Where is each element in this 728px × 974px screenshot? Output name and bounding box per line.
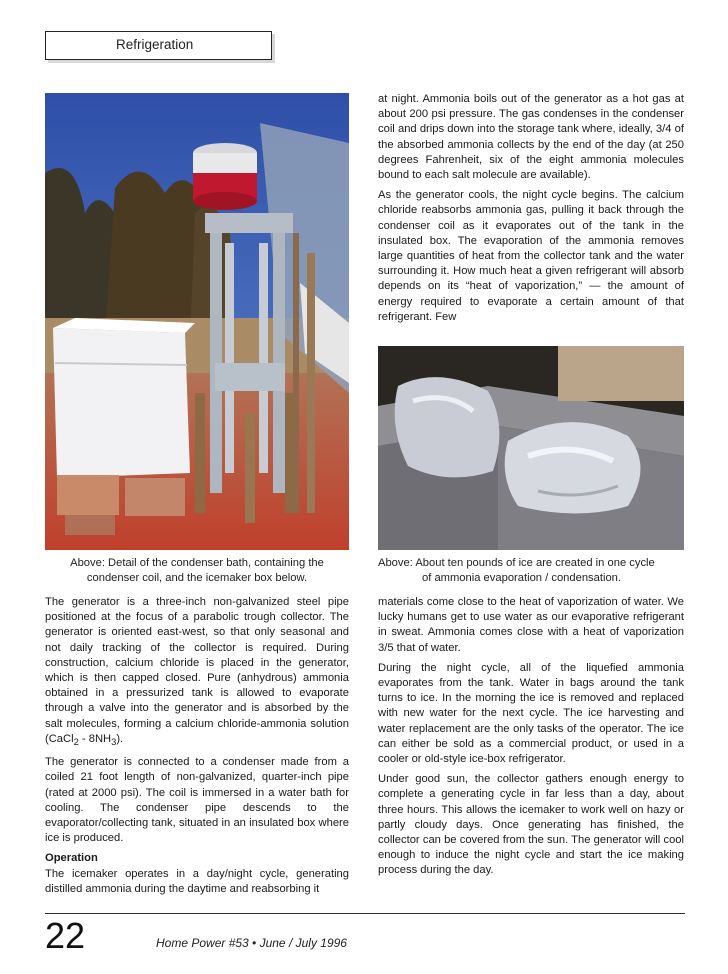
ice-bags-photo (378, 346, 684, 550)
section-heading-operation: Operation (45, 852, 98, 865)
paragraph: at night. Ammonia boils out of the generator as a hot gas at about 200 psi pressure. The gas condenses in the condenser coil and drips down into the storage tank where, ideally, 3/4 of the absorbed ammonia collects by the end of the day (at 250 degrees Fahrenheit, six of the eight ammonia molecules bound to each salt molecule are available). (378, 93, 684, 182)
paragraph: materials come close to the heat of vaporization of water. We lucky humans get to use water as our evaporative refrigerant in sweat. Ammonia comes close with a heat of vaporization 3/5 that of water. (378, 596, 684, 654)
paragraph: Under good sun, the collector gathers enough energy to complete a generating cycle in far less than a day, about three hours. This allows the icemaker to work well on hazy or partly cloudy days. Once generating has finished, the collector can be covered from the sun. The generator will cool enough to induce the night cycle and start the ice making process during the day. (378, 773, 684, 877)
subscript: 3 (111, 737, 117, 748)
text-run: - 8NH (78, 732, 112, 745)
paragraph: During the night cycle, all of the liquefied ammonia evaporates from the tank. Water in bags around the tank turns to ice. In the morning the ice is removed and replaced with new water for the next cycle. The ice harvesting and water replacement are the only tasks of the operator. The ice can either be sold as a commercial product, or used in a cooler or old-style ice-box refrigerator. (378, 661, 684, 766)
left-photo-caption (45, 556, 349, 586)
right-caption-line-1: Above: About ten pounds of ice are created in one cycle (378, 557, 655, 569)
section-title: Refrigeration (116, 37, 194, 52)
left-caption-line-1: Above: Detail of the condenser bath, containing the (70, 557, 324, 569)
left-caption-line-2: condenser coil, and the icemaker box below. (86, 572, 308, 584)
paragraph: The icemaker operates in a day/night cycle, generating distilled ammonia during the daytime and reabsorbing it (45, 867, 349, 895)
issue-info: Home Power #53 • June / July 1996 (156, 936, 347, 950)
bottom-left-text-column (45, 595, 349, 902)
section-header-tab (45, 31, 272, 60)
paragraph: As the generator cools, the night cycle begins. The calcium chloride reabsorbs ammonia gas, pulling it back through the condenser coil as it evaporates out of the tank in the insulated box. The evaporation of the ammonia removes large quantities of heat from the collector tank and the water surrounding it. How much heat a given refrigerant will absorb depends on its “heat of vaporization,” — the amount of energy required to evaporate a certain amount of that refrigerant. Few (378, 189, 684, 323)
top-right-text-column (378, 92, 684, 330)
paragraph: The generator is connected to a condenser made from a coiled 21 foot length of non-galvanized, quarter-inch pipe (rated at 2000 psi). The coil is immersed in a water bath for cooling. The condenser pipe descends to the evaporator/collecting tank, situated in an insulated box where ice is produced. (45, 756, 349, 845)
right-photo-caption (378, 556, 688, 586)
bottom-right-text-column (378, 595, 684, 884)
text-run: The generator is a three-inch non-galvanized steel pipe positioned at the focus of a parabolic trough collector. The generator is oriented east-west, so that only seasonal and not daily tracking of the collector is required. During construction, calcium chloride is placed in the generator, which is then capped closed. Pure (anhydrous) ammonia obtained in a pressurized tank is allowed to evaporate through a valve into the generator and is absorbed by the salt molecules, forming a calcium chloride-ammonia solution (CaCl (45, 596, 349, 745)
right-caption-line-2: of ammonia evaporation / condensation. (422, 572, 622, 584)
page-number: 22 (45, 915, 86, 956)
condenser-bath-photo (45, 93, 349, 550)
paragraph (45, 595, 349, 750)
subscript: 2 (73, 737, 79, 748)
text-run: ). (116, 732, 124, 745)
footer-rule (45, 913, 685, 914)
